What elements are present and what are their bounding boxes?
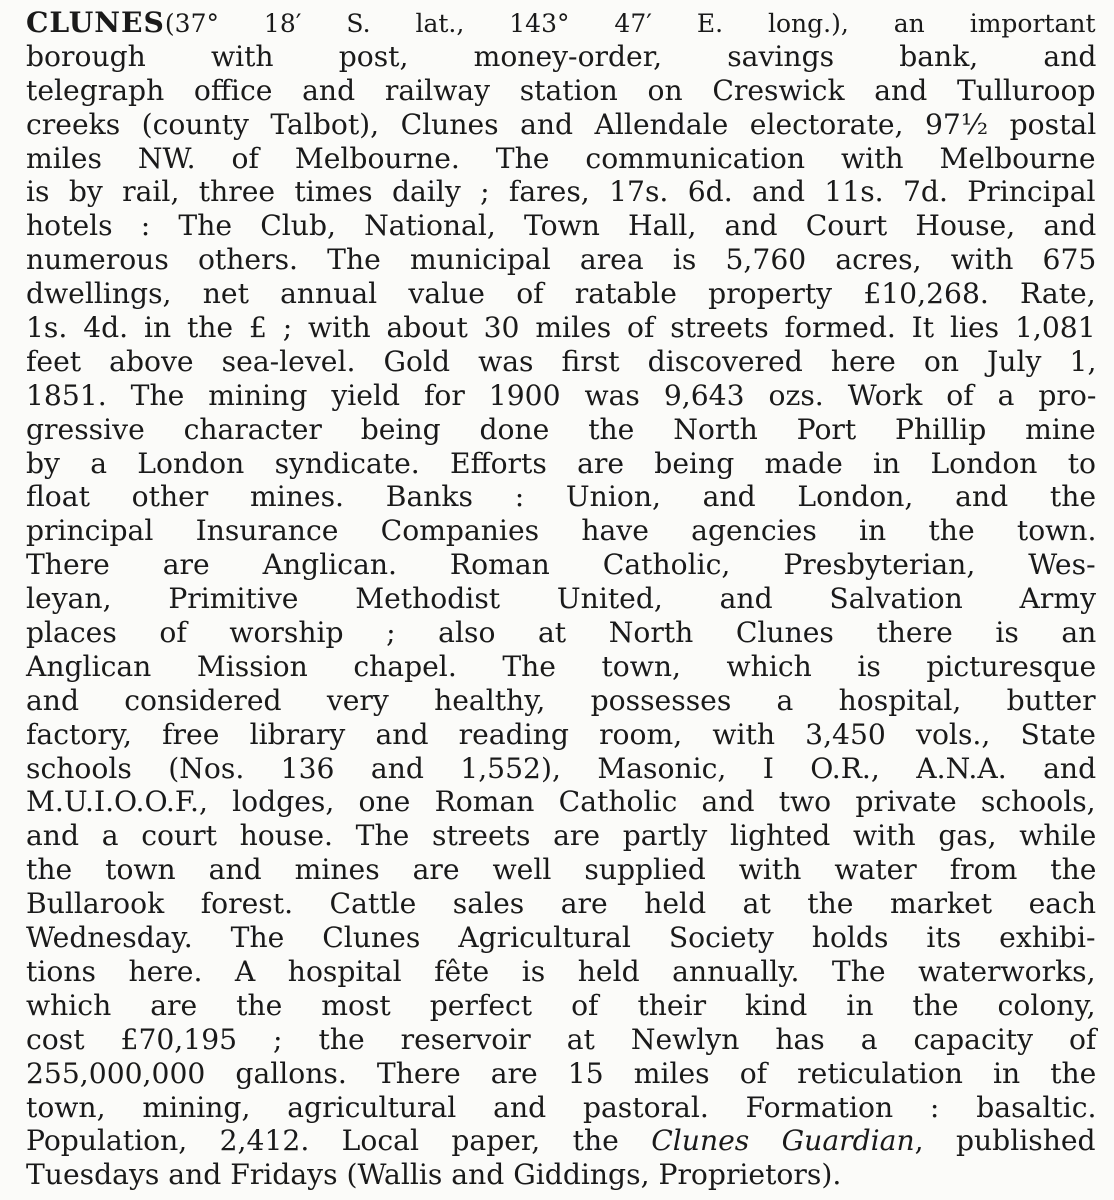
- entry-line: and a court house. The streets are partly lighted with gas, while: [26, 819, 1097, 853]
- entry-line: 1851. The mining yield for 1900 was 9,643 ozs. Work of a pro-: [26, 378, 1097, 412]
- entry-line: hotels : The Club, National, Town Hall, and Court House, and: [26, 209, 1097, 243]
- entry-line: gressive character being done the North Port Phillip mine: [26, 412, 1096, 446]
- entry-line: factory, free library and reading room, with 3,450 vols., State: [26, 717, 1096, 751]
- entry-line-newspaper: [26, 1124, 1096, 1158]
- entry-line: leyan, Primitive Methodist United, and Salvation Army: [26, 582, 1097, 616]
- entry-line: numerous others. The municipal area is 5,760 acres, with 675: [26, 243, 1097, 277]
- entry-line: 1s. 4d. in the £ ; with about 30 miles of streets formed. It lies 1,081: [26, 311, 1096, 345]
- entry-line: borough with post, money-order, savings bank, and: [26, 39, 1097, 73]
- entry-line: There are Anglican. Roman Catholic, Presbyterian, Wes-: [26, 548, 1096, 582]
- entry-line: miles NW. of Melbourne. The communication with Melbourne: [26, 141, 1096, 175]
- entry-line: town, mining, agricultural and pastoral. Formation : basaltic.: [26, 1090, 1097, 1124]
- newspaper-title: Clunes Guardian: [651, 1124, 915, 1158]
- entry-line: Bullarook forest. Cattle sales are held at the market each: [26, 887, 1097, 921]
- entry-line: places of worship ; also at North Clunes there is an: [26, 616, 1097, 650]
- entry-line: Anglican Mission chapel. The town, which is picturesque: [26, 649, 1097, 683]
- entry-line-1: [26, 6, 1096, 40]
- gazetteer-entry: [26, 6, 1096, 1192]
- entry-line: feet above sea-level. Gold was first discovered here on July 1,: [26, 344, 1097, 378]
- entry-line: dwellings, net annual value of ratable property £10,268. Rate,: [26, 277, 1096, 311]
- headword: CLUNES: [26, 6, 165, 39]
- entry-text: Population, 2,412. Local paper, the: [26, 1124, 652, 1158]
- entry-line: tions here. A hospital fête is held annually. The waterworks,: [26, 954, 1096, 988]
- coordinates-text: (37° 18′ S. lat., 143° 47′ E. long.), an important: [164, 9, 1096, 38]
- entry-line: the town and mines are well supplied with water from the: [26, 853, 1097, 887]
- entry-line: telegraph office and railway station on Creswick and Tulluroop: [26, 73, 1096, 107]
- entry-line: Wednesday. The Clunes Agricultural Society holds its exhibi-: [26, 921, 1096, 955]
- entry-line: 255,000,000 gallons. There are 15 miles of reticulation in the: [26, 1056, 1097, 1090]
- entry-line: creeks (county Talbot), Clunes and Allendale electorate, 97½ postal: [26, 107, 1097, 141]
- entry-line: and considered very healthy, possesses a hospital, butter: [26, 683, 1096, 717]
- entry-line: cost £70,195 ; the reservoir at Newlyn has a capacity of: [26, 1022, 1097, 1056]
- entry-line: principal Insurance Companies have agencies in the town.: [26, 514, 1097, 548]
- entry-line: schools (Nos. 136 and 1,552), Masonic, I O.R., A.N.A. and: [26, 751, 1097, 785]
- entry-line: is by rail, three times daily ; fares, 17s. 6d. and 11s. 7d. Principal: [26, 175, 1096, 209]
- entry-line: which are the most perfect of their kind in the colony,: [26, 988, 1096, 1022]
- entry-text: , published: [914, 1124, 1096, 1158]
- entry-line: by a London syndicate. Efforts are being made in London to: [26, 446, 1097, 480]
- entry-line: float other mines. Banks : Union, and London, and the: [26, 480, 1097, 514]
- entry-line-last: Tuesdays and Fridays (Wallis and Giddings, Proprietors).: [26, 1158, 842, 1192]
- entry-line: M.U.I.O.O.F., lodges, one Roman Catholic and two private schools,: [26, 785, 1096, 819]
